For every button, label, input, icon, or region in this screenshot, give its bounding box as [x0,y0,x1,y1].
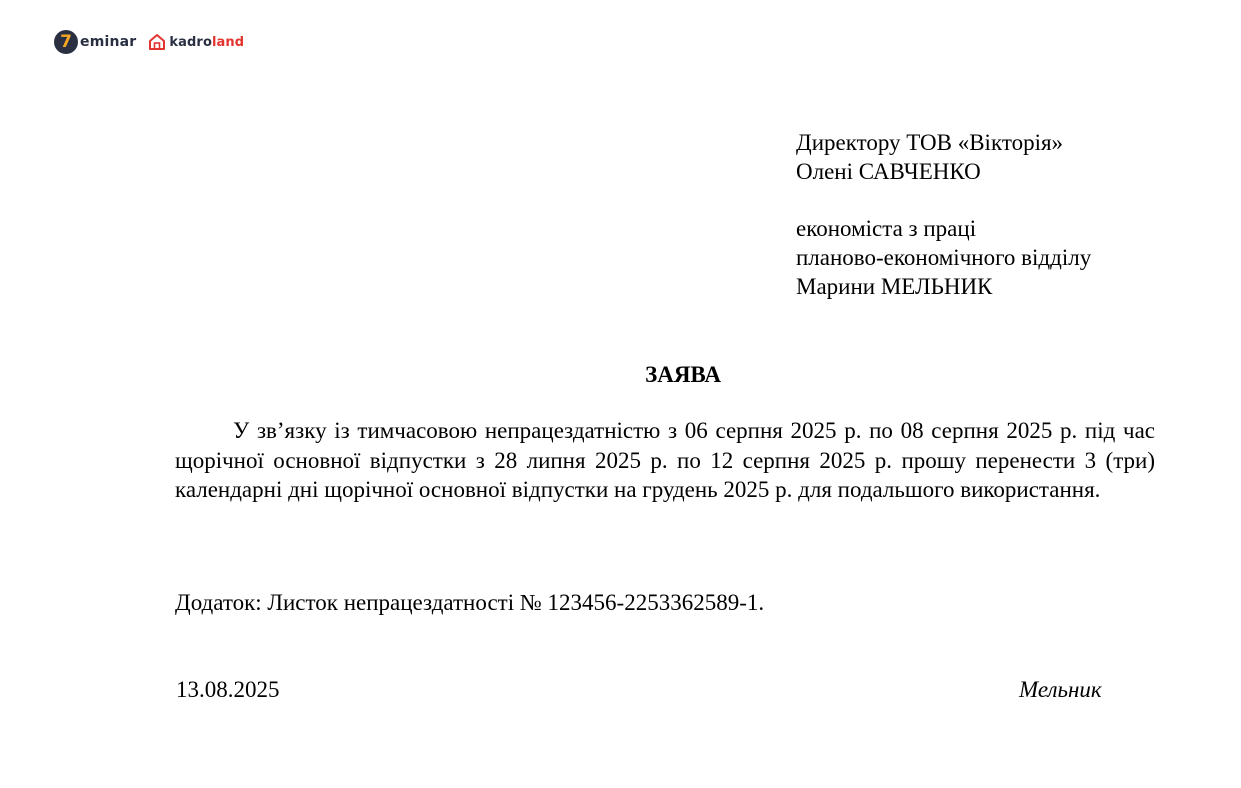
house-icon [148,33,166,51]
sender-line-department: планово-економічного відділу [796,245,1092,270]
recipient-line-director: Директору ТОВ «Вікторія» [796,130,1064,155]
sender-line-position: економіста з праці [796,216,977,241]
kadroland-logo-text-dark: kadro [169,34,212,50]
recipient-line-name: Олені САВЧЕНКО [796,159,981,184]
kadroland-logo [148,33,244,51]
header-logos [54,30,244,54]
document-body: У зв’язку із тимчасовою непрацездатністю з 06 серпня 2025 р. по 08 серпня 2025 р. під час щорічної основної відпустки з 28 липня 2025 р. по 12 серпня 2025 р. прошу перенести 3 (три) календарні дні щорічної основної відпустки на грудень 2025 р. для подальшого використання. [175,418,1155,502]
recipient-block [796,128,1091,301]
document-title: ЗАЯВА [645,362,721,387]
seven-badge-icon: 7 [54,30,78,54]
recipient-spacer [796,186,1091,214]
signature: Мельник [1019,677,1102,702]
seminar-logo [54,30,136,54]
seminar-logo-text: eminar [80,34,137,50]
document-date: 13.08.2025 [176,677,280,702]
kadroland-logo-text-accent: land [211,34,245,50]
sender-line-name: Марини МЕЛЬНИК [796,274,993,299]
attachment-line: Додаток: Листок непрацездатності № 123456-2253362589-1. [175,590,765,615]
